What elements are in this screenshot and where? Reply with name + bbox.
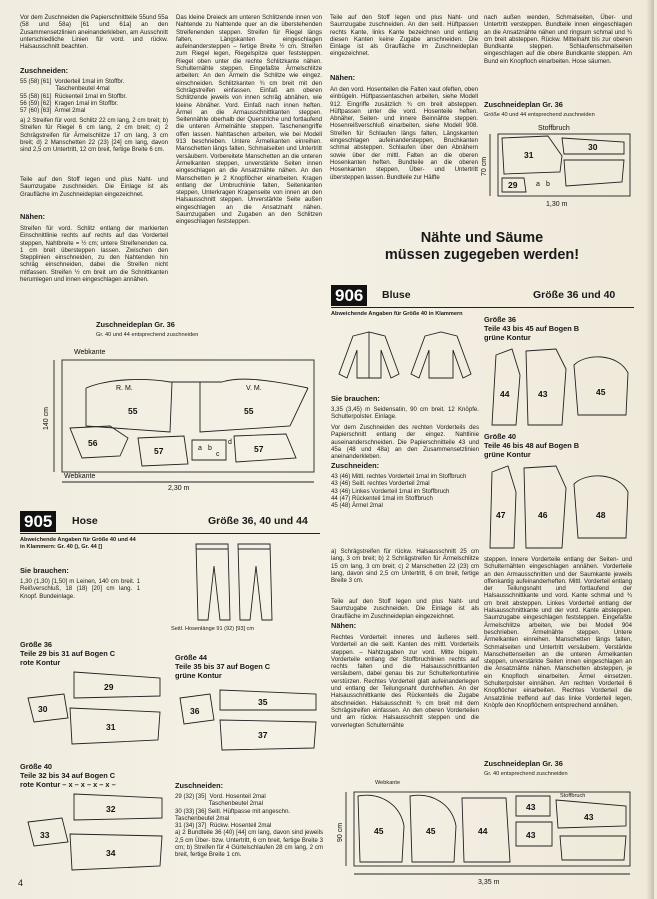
svg-text:70 cm: 70 cm — [481, 156, 488, 176]
need-heading: Sie brauchen: — [20, 566, 69, 575]
piece-number: 47 — [496, 510, 506, 520]
sew-heading: Nähen: — [330, 73, 356, 82]
cut-item: 43 (46) Mittl. rechtes Vorderteil 1mal im Stoffbruch — [331, 473, 467, 480]
piece-number: 34 — [106, 848, 116, 858]
deviation-note: Abweichende Angaben für Größe 40 in Klammern — [331, 311, 463, 317]
cut-item: a) 2 Bundteile 36 (40) [44] cm lang, davon sind jeweils 2,5 cm Über- bzw. Untertritt, 6 cm breit, fertige Breite 3 cm; b) Streifen für 4 Gürtelschlaufen 28 cm lang, 2 cm breit, fertige Breite 1 cm. — [175, 829, 323, 859]
sew-text: Rechtes Vorderteil: inneres und äußeres seitl. Vorderteil an die seitl. Kanten des mittl. Vorderteils steppen. – Nahtzugaben zur vord. Mitte bügeln. Vorderteile entlang der Stoffbruchlinien rechts auf rechts falten und die Halsausschnittkanten versäubern, dabei genau bis zur Schulterkonturlinie verstürzen. Rechtes Vorderteil glatt aufeinanderlegen und entlang der Teilungsnaht durchheften. An der Halsausschnittkante des Rückenteils die Zugabe abschneiden. Halsausschnitt ¾ cm breit mit dem Schrägstreifen einfassen. An den oberen Vorderteilen und am rückw. Halsausschnitt steppen und die vorverlegten Schulternähte — [331, 634, 479, 729]
cut-heading: Zuschneiden: — [20, 66, 69, 75]
size-parts: Teile 35 bis 37 auf Bogen C — [175, 662, 271, 671]
cut-item: 56 (59) [62] Kragen 1mal im Stoffbr. — [20, 99, 119, 107]
notice-banner — [330, 230, 634, 264]
cut-item: 55 (58) [61] Rückenteil 1mal im Stoffbr. — [20, 92, 127, 100]
cutting-plan-diagram — [43, 340, 320, 492]
cut-item: 43 (46) Linkes Vorderteil 1mal im Stoffbruch — [331, 487, 450, 495]
pattern-pieces-906-40 — [486, 462, 634, 554]
piece-number: 45 — [596, 387, 606, 397]
cut-text: a) Schrägstreifen für rückw. Halsausschnitt 25 cm lang, 3 cm breit; b) 2 Schrägstreifen für Ärmelschlitze 15 cm lang, 3 cm breit; c) 2 Manschetten 22 (23) cm lang, davon sind 2,5 cm Untertritt, 6 cm breit, fertige Breite 3 cm. — [331, 548, 479, 585]
piece-number: 37 — [258, 730, 268, 740]
piece-number: 32 — [106, 804, 116, 814]
pattern-pieces-44 — [176, 680, 322, 754]
cut-item: 57 (60) [63] Ärmel 2mal — [20, 107, 86, 115]
page-fold-shadow — [646, 0, 654, 899]
size-heading: Größe 36 — [484, 315, 517, 324]
size-heading: Größe 36 — [20, 640, 53, 649]
size-heading: Größe 40 — [484, 432, 517, 441]
size-contour: grüne Kontur — [484, 450, 531, 459]
cut-list — [331, 473, 479, 509]
model-sizes: Größe 36, 40 und 44 — [208, 515, 308, 527]
continued-text: Teile auf den Stoff legen und plus Naht- und Saumzugabe zuschneiden. An den seitl. Hüftpassen rechts Kante, links Kante bezeichnen und entlang diesen Kanten keine Zugabe anschneiden. Die Einlage ist als Graufläche im Zuschneideplan eingezeichnet. — [330, 14, 478, 58]
piece-number: 31 — [106, 722, 116, 732]
svg-text:30: 30 — [588, 142, 598, 152]
svg-text:45: 45 — [426, 826, 436, 836]
piece-55-label: 55 — [128, 406, 138, 416]
piece-number: 36 — [190, 706, 200, 716]
svg-text:44: 44 — [478, 826, 488, 836]
blouse-sketch — [333, 330, 479, 382]
cutting-plan-905 — [481, 120, 634, 210]
model-number-badge: 906 — [331, 285, 367, 306]
trousers-sketch — [188, 540, 278, 622]
sew-heading: Nähen: — [20, 212, 46, 221]
pattern-pieces-40 — [24, 790, 170, 874]
cut-heading: Zuschneiden: — [175, 781, 224, 790]
sew-heading: Nähen: — [331, 621, 357, 630]
strip-b-label: b — [208, 445, 212, 452]
notice-line-1: Nähte und Säume — [420, 230, 544, 246]
need-text: 3,35 (3,45) m Seidensatin, 90 cm breit. 12 Knöpfe. Schulterpolster. Einlage. — [331, 406, 479, 421]
model-sizes: Größe 36 und 40 — [533, 289, 616, 301]
cut-item: Taschenbeutel 4mal — [20, 85, 110, 93]
size-parts: Teile 43 bis 45 auf Bogen B — [484, 324, 580, 333]
plan-title: Zuschneideplan Gr. 36 — [96, 320, 175, 329]
notice-line-2: müssen zugegeben werden! — [384, 247, 580, 263]
width-label: 2,30 m — [168, 485, 190, 492]
svg-text:43: 43 — [526, 830, 536, 840]
cut-item: 30 (33) [36] Seitl. Hüftpasse mit angeschn. Taschenbeutel 2mal — [175, 807, 291, 822]
intro-text: Vor dem Zuschneiden die Papierschnittteile 55und 55a (58 und 58a) [61 und 61a] an den Zusammensetzlinien aneinanderkleben, am Ausschnitt unterschiedliche Linien für vord. und rückw. Halsausschnitt beachten. — [20, 14, 168, 51]
plan-title: Zuschneideplan Gr. 36 — [484, 759, 563, 768]
svg-text:a: a — [536, 181, 540, 188]
header-rule — [20, 533, 320, 534]
need-text: 1,30 (1,30) [1,50] m Leinen, 140 cm breit. 1 Reißverschluß, 18 (18) [20] cm lang. 1 Knopf. Bundeinlage. — [20, 578, 140, 600]
page-number: 4 — [18, 878, 24, 888]
vm-label: V. M. — [246, 385, 262, 392]
instructions-text: steppen. Innere Vorderteile entlang der Seiten- und Schulternähten eingeschlagen annähen. Vorderteile an den Armausschnitten und der Saumkante jeweils offenkantig aufeinanderheften. Mittl. Vorderteil entlang der Teilungsnaht und fortlaufend der Halsausschnittkante und vord. Kante schmal und ¾ cm breit absteppen. Linkes Vorderteil entlang der Halsausschnittkante und der vord. Kante absteppen. Saumzugabe eingeschlagen feststeppen. Eingefaßte Ärmelschlitze arbeiten, wie bei Modell 904 beschrieben. Ärmelnähte steppen. Untere Ärmelkanten einreihen. Manschetten längs falten, Schmalseiten und Untertritt versäubern. Verstärkte Manschettenseiten an die unteren Ärmelkanten steppen, unverstärkte Seiten innen eingeschlagen an die Ansatznähte nähen. Manschetten absteppen, je ein Knopfloch einarbeiten. Ärmel einsetzen. Schulterpolster einnähen. Am rechten Vorderteil 6 Knopflöcher einarbeiten. Rechtes Vorderteil die Ansatzlinie treffend auf das linke Vorderteil legen, Knöpfe den Knopflöchern entsprechend annähen. — [484, 556, 632, 709]
piece-number: 48 — [596, 510, 606, 520]
sew-text: Streifen für vord. Schlitz entlang der markierten Einschnittlinie rechts auf rechts auf das Vorderteil steppen, Nahtbreite = ½ cm; untere Streifenenden ca. 1 cm breit übersteppen lassen. Zwischen den Stepplinien einschneiden, zu den Nahtenden hin schräg einschneiden, dabei die Streifen nicht mitfassen. Streifen ½ cm breit um die Schnittkanten herumlegen und innen eingeschlagen annähen. — [20, 225, 168, 284]
svg-text:43: 43 — [526, 802, 536, 812]
cut-item: Taschenbeutel 2mal — [175, 800, 263, 808]
cut-item: 29 (32) [35] Vord. Hosenteil 2mal — [175, 793, 266, 800]
strip-d-label: d — [228, 439, 232, 446]
fabric-rect — [62, 360, 314, 472]
svg-text:29: 29 — [508, 180, 518, 190]
svg-text:1,30 m: 1,30 m — [546, 201, 568, 208]
header-rule — [331, 307, 634, 308]
strip-a-label: a — [198, 445, 202, 452]
piece-number: 44 — [500, 389, 510, 399]
sew-text: An den vord. Hosenteilen die Falten xaut ofeften, oben einbügeln. Hüftpassentaschen arbeiten, siehe Modell 912. Eingriffe zusätzlich ¾ cm breit absteppen. Hüftpassen unter die vord. Hosenteile heften. Abnäher, Seiten- und innere Beinnähte steppen. Hosenreißverschluß einarbeiten, siehe Modell 908. Streifen für Schlaufen längs falten, Längskanten eingeschlagen aufeinandersteppen, Bruchkanten schmal absteppen. Schlaufen über den Abnähern sowie über der mittl. Falten an die oberen Hosenkanten heften. Bundteile an die oberen Hosenkanten steppen, Über- und Untertritt übersteppen lassen. Bundteile zur Hälfte — [330, 86, 478, 181]
piece-57-label: 57 — [254, 444, 264, 454]
cut-list — [20, 78, 168, 114]
cut-item: 43 (46) Seitl. rechtes Vorderteil 2mal — [331, 480, 430, 488]
webkante-label: Webkante — [74, 349, 106, 356]
cut-list — [175, 793, 323, 859]
cut-text: a) 2 Streifen für vord. Schlitz 22 cm lang, 2 cm breit; b) Streifen für Riegel 6 cm lang, 2 cm breit; c) 2 Schrägstreifen für Ärmelschlitze 17 cm lang, 3 cm breit; d) 2 Manschetten 22 (23) [24] cm lang, davon sind 2,5 cm Untertritt, 12 cm breit, fertige Breite 6 cm. — [20, 117, 168, 154]
size-contour: grüne Kontur — [175, 671, 222, 680]
plan-subtitle: Größe 40 und 44 entsprechend zuschneiden — [484, 112, 595, 118]
continued-text: nach außen wenden, Schmalseiten, Über- und Untertritt versteppen. Bundteile innen eingeschlagen an die Ansatznähte nähen und ringsum schmal und ¾ cm breit absteppen. Rückw. Mittelnaht bis zur oberen Bundkante steppen. Schlaufenschmalseiten eingeschlagen auf die obere Bundkante steppen. Am Bund ein Knopfloch einarbeiten. Hose säumen. — [484, 14, 632, 65]
size-heading: Größe 40 — [20, 762, 53, 771]
piece-number: 29 — [104, 682, 114, 692]
piece-number: 35 — [258, 697, 268, 707]
stoffbruch-label: Stoffbruch — [560, 793, 586, 799]
svg-text:43: 43 — [584, 812, 594, 822]
cut-item: 55 (58) [61] Vorderteil 1mal im Stoffbr. — [20, 78, 125, 85]
svg-text:Stoffbruch: Stoffbruch — [538, 125, 570, 132]
plan-subtitle: Gr. 40 entsprechend zuschneiden — [484, 771, 568, 777]
size-contour: grüne Kontur — [484, 333, 531, 342]
model-number-badge: 905 — [20, 511, 56, 532]
cut-item: 31 (34) [37] Rückw. Hosenteil 2mal — [175, 822, 272, 830]
piece-number: 30 — [38, 704, 48, 714]
piece-56-label: 56 — [88, 438, 98, 448]
svg-text:3,35 m: 3,35 m — [478, 879, 500, 886]
size-parts: Teile 29 bis 31 auf Bogen C — [20, 649, 116, 658]
model-name: Bluse — [382, 289, 411, 301]
plan-title: Zuschneideplan Gr. 36 — [484, 100, 563, 109]
svg-text:b: b — [546, 181, 550, 188]
piece-outline — [70, 426, 128, 458]
size-contour: rote Kontur – x – x – x – x – — [20, 780, 116, 789]
intro-text: Vor dem Zuschneiden des rechten Vorderteils des Papierschnitt entlang der eingez. Nahtlinie auseinanderschneiden. Die Papierschnitteile 43 und 45a (48 und 48a) an den Zusammensetzlinien aneinanderkleben. — [331, 424, 479, 461]
need-heading: Sie brauchen: — [331, 394, 380, 403]
plan-subtitle: Gr. 40 und 44 entsprechend zuschneiden — [96, 332, 199, 338]
cut-text-2: Teile auf den Stoff legen und plus Naht- und Saumzugabe zuschneiden. Die Einlage ist als Graufläche im Zuschneideplan eingezeichnet. — [331, 598, 479, 620]
size-parts: Teile 46 bis 48 auf Bogen B — [484, 441, 580, 450]
deviation-note: Abweichende Angaben für Größe 40 und 44 in Klammern: Gr. 40 (), Gr. 44 [] — [20, 537, 136, 550]
piece-number: 33 — [40, 830, 50, 840]
webkante-label: Webkante — [375, 780, 401, 786]
pattern-pieces-906-36 — [486, 345, 634, 429]
piece-number: 46 — [538, 510, 548, 520]
trouser-caption: Seitl. Hosenlänge 91 (92) [93] cm — [171, 626, 255, 632]
piece-number: 43 — [538, 389, 548, 399]
size-contour: rote Kontur — [20, 658, 61, 667]
svg-text:90 cm: 90 cm — [337, 822, 344, 842]
instructions-text: Das kleine Dreieck am unteren Schlitzende innen von Nahtende zu Nahtende quer an die überstehenden Streifenenden steppen. Streifen für Riegel längs falten, Längskanten eingeschlagen aufeinandersteppen – fertige Breite ½ cm. Streifen zum Riegel legen, Riegelspitze quer feststeppen. Riegel oben unter die rechte Schlitzkante nähen. Schulternähte steppen. Eingefaßte Ärmelschlitze arbeiten: An den Ärmeln die Schlitze wie eingez. einschneiden. Schlitzkanten ¾ cm breit mit den Schrägstreifen einfassen. Einfaß am oberen Schlitzende jeweils von innen schräg abnähen, wie kleine Abnäher. Vord. Einfaß nach innen heften. Ärmel an die Armausschnittkanten steppen. Seitennähte oberhalb der Querstriche und fortlaufend die unteren Ärmelnähte steppen. Taschenengriffe offen lassen. Nahttaschen arbeiten, wie bei Modell 913 beschrieben. Untere Ärmelkanten einreihen. Manschetten längs falten, Schmalseiten und Untertritt versäubern. Vorbereitete Manschetten an die unteren Ärmelkanten steppen, unverstärkte Seiten innen eingeschlagen an die Ansatznähte nähen. An den Manschetten je 2 Knopflöcher einarbeiten. Kragen entlang der Umbruchlinie falten, Seitenkanten steppen, Unterkragen Kragenseite von innen an den Halsausschnitt steppen. Unverstärkte Seite außen eingeschlagen an die Ansatznaht nähen. Saumzugaben und Zugaben an den Schlitzen eingeschlagen feststeppen. — [176, 14, 322, 226]
rm-label: R. M. — [116, 385, 133, 392]
cut-heading: Zuschneiden: — [331, 461, 380, 470]
cut-text-2: Teile auf den Stoff legen und plus Naht- und Saumzugabe zuschneiden. Die Einlage ist als Graufläche im Zuschneideplan eingezeichnet. — [20, 176, 168, 198]
height-label: 140 cm — [43, 407, 50, 430]
webkante-label: Webkante — [64, 473, 96, 480]
piece-55-label: 55 — [244, 406, 254, 416]
svg-text:31: 31 — [524, 150, 534, 160]
svg-text:45: 45 — [374, 826, 384, 836]
cutting-plan-906 — [337, 786, 634, 886]
size-parts: Teile 32 bis 34 auf Bogen C — [20, 771, 116, 780]
size-heading: Größe 44 — [175, 653, 208, 662]
strip-c-label: c — [216, 451, 220, 458]
pattern-pieces-36 — [24, 668, 166, 752]
piece-57-label: 57 — [154, 446, 164, 456]
cut-item: 44 (47) Rückenteil 1mal im Stoffbruch — [331, 494, 433, 502]
cut-item: 45 (48) Ärmel 2mal — [331, 502, 383, 510]
piece-outline — [234, 434, 296, 462]
model-name: Hose — [72, 515, 98, 527]
